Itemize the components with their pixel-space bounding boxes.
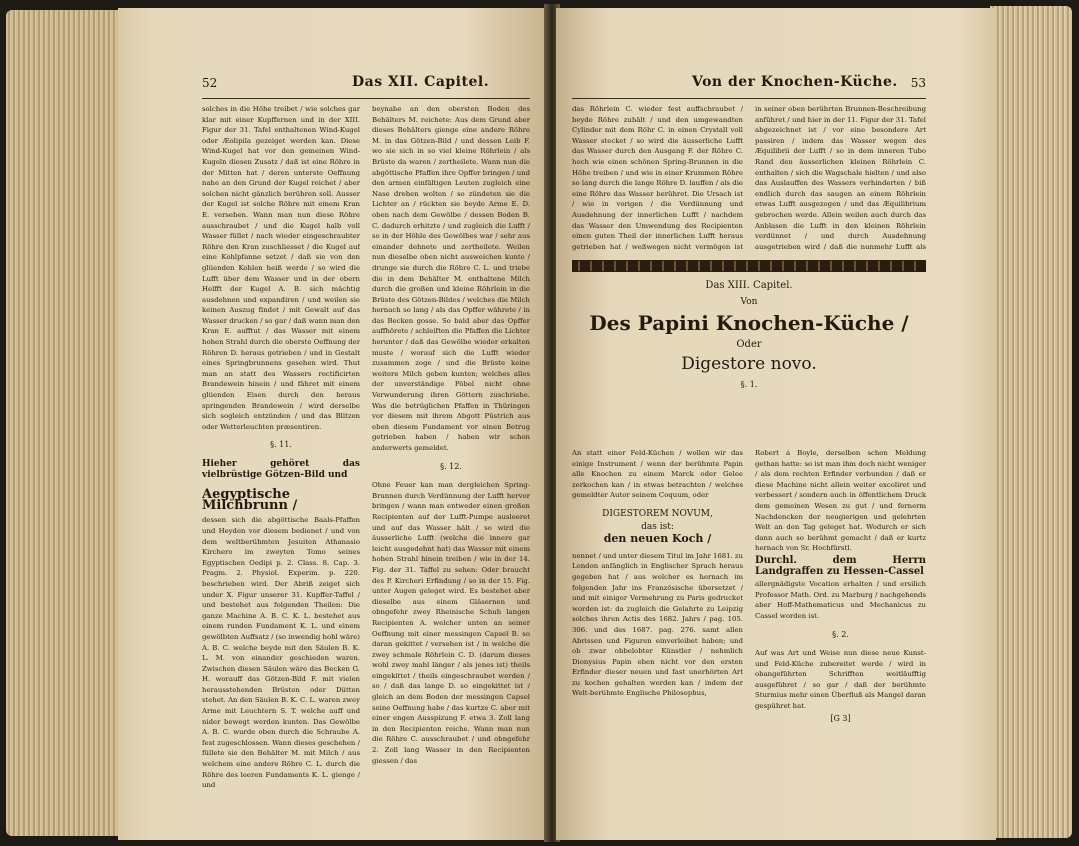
- text-block: Ohne Feuer kan man dergleichen Spring-Brunnen durch Verdünnung der Lufft hervor bringen / wann man entweder einen großen Recipienten auf der Lufft-Pumpe ausleeret und auf das Wasser hält / so wird die äusserliche Lufft (welche die innere gar leicht ausgedehnt hat) das Wasser mit einem hohen Strahl hinein treiben / wie in der 14. Fig. der 31. Taffel zu sehen: Oder braucht des P. Kircheri Erfindung / so in der 15. Fig. unter Augen geleget wird. Es bestehet aber dieselbe aus einem Gläsernen und obngefehr zwey Rheinische Schuh langen Recipienten A. welcher unten an seiner Oeffnung mit einer messingen Capsel B. so daran gekittet / versehen ist / in welche die zwey schmale Röhrlein C. D. (darum dieses wohl zwey mahl länger / als jenes ist) theils eingekittet / theils eingeschraubet werden / so / daß das lange D. so eingekittet ist / gleich an dem Boden der messingen Capsel seine Oeffnung habe / das kurtze C. aber mit einer engen Ausspizung F. etwa 3. Zoll lang in den Recipienten reiche. Wann man nun die Röhre C. ausschraubet / und obngefehr 2. Zoll lang Wasser in den Recipienten giessen / das: [372, 481, 530, 765]
- right-page: [556, 8, 996, 840]
- right-running-head: [572, 74, 926, 99]
- chapter-heading-block: [572, 274, 926, 389]
- left-column-2: [372, 104, 530, 820]
- latin-gloss: das ist:: [641, 521, 674, 532]
- text-block: Auf was Art und Weise nun diese neue Kunst- und Feld-Küche zubereitet werde / wird in obangeführten Schrifften weitläufftig ausgeführet / so gar / daß der berühmte Sturmius mehr einen Überfluß als Mangel daran gespühret hat.: [755, 649, 926, 711]
- heading: Aegyptische Milchbrunn /: [202, 487, 298, 513]
- chapter-latin-title: Digestore novo.: [681, 354, 817, 374]
- chapter-oder: Oder: [736, 339, 762, 350]
- section-mark: §. 2.: [832, 629, 849, 639]
- section-mark: §. 12.: [440, 461, 462, 471]
- text-block: nennet / und unter diesem Titul im Jahr 1681. zu London anfänglich in Englischer Sprach heraus gegeben hat / aus welcher es hernach im folgenden Jahr ins Französische übersetzet / und mit einiger Vermehrung zu Paris gedrucket worden ist: da zugleich die Gelahrte zu Leipzig solches ihren Actis des 1682. Jahrs / pag. 105. 306. und des 1687. pag. 276. samt allen Abrissen und Figuren einverleibet haben; und ob zwar obbelobter Künstler / nehmlich Dionysius Papin eben nicht vor den ersten Erfinder dieser neuen und fast unerhörten Art zu kochen gehalten werden kan / indem der Welt-berühmte Englische Philosophus,: [572, 551, 743, 698]
- page-number-right: 53: [910, 76, 926, 90]
- left-page: [118, 8, 548, 840]
- left-column-1: [202, 104, 360, 820]
- right-lower-columns: [572, 448, 926, 820]
- text-block: Robert á Boyle, derselben schon Meldung gethan hatte: so ist man ihm doch nicht weniger / als dem rechten Erfinder verbunden / daß er diese Machine nicht allein weiter excoliret und verbessert / sondern auch in öffentlichem Druck dem gemeinen Wesen zu gut / und fernerm Nachdencken der neugierigen und gelehrten Welt an den Tag geleget hat. Wodurch er sich dann auch so berühmt gemacht / daß er kurtz hernach von Sr. Hochfürstl.: [755, 449, 926, 553]
- text-block: An statt einer Feld-Küchen / wollen wir das einige Instrument / wenn der berühmte Papin alle Knochen zu einem Marck oder Gelee zerkochen kan / in etwas betrachten / welches gemeldter Autor seinem Coquum, oder: [572, 449, 743, 500]
- chapter-number: Das XIII. Capitel.: [705, 280, 793, 291]
- left-columns: [202, 104, 530, 820]
- subheading: Hieher gehöret das vielbrüstige Götzen-Bild und: [202, 459, 360, 480]
- right-upper-column-2: [755, 104, 926, 254]
- text-block: solches in die Höhe treibet / wie solches gar klar mit einer Kupffernen und in der XIII. Figur der 31. Tafel enthaltenen Wind-Kugel oder Æolipila gezeiget werden kan. Diese Wind-Kugel hat vor den gemeinen Wind-Kugeln diesen Zusatz / daß ist eine Röhre in der Mitten hat / deren unterste Oeffnung nahe an den Grund der Kugel reichet / aber solchen nicht gänzlich berühren soll. Ausser der Kugel ist solche Röhre mit einem Kran E. versehen. Wann man nun diese Röhre ausschraubet / und die Kugel halb voll Wasser füllet / nach wieder eingeschraubter Röhre den Kran zuschliesset / die Kugel auf eine Kohlpfanne setzet / daß sie von den glüenden Kohlen heiß werde / so wird die Lufft über dem Wasser und in der obern Helfft der Kugel A. B. sich mächtig ausdehnen und expandiren / und weilen sie keinen Auszug findet / mit Gewalt auf das Wasser drucken / so gar / daß wann man den Kran E. aufftut / das Wasser mit einem hohen Strahl durch die oberste Oeffnung der Röhren D. heraus getrieben / und in Gestalt eines Springbrunnens gesehen wird. Thut man an statt des Wassers rectificirten Brandewein hinein / und fähret mit einem glüenden Eisen durch den heraus springenden Brandewein / wird derselbe sich sogleich entzünden / und das Blitzen oder Wetterleuchten præsentiren.: [202, 105, 360, 431]
- right-lower-column-1: [572, 448, 743, 820]
- right-header-title: Von der Knochen-Küche.: [692, 74, 898, 90]
- text-block: das Röhrlein C. wieder fest auffschraubet / beyde Röhre zuhält / und den umgewandten Cylinder mit dem Röhr C. in einen Crystall voll Wasser stecket / so wird die äusserliche Lufft das Wasser durch den Ausgang F. der Röhre C. hoch wie einen schönen Spring-Brunnen in die Höhe treiben / und wie in einer Krummen Röhre so lang durch die lange Röhre D. lauffen / als die eine Röhre das Wasser berühret. Die Ursach ist / wie in vorigen / die Verdünnung und Ausdehnung der innerlichen Lufft / nachdem das Wasser den Umwendung des Recipienten einen guten Theil der innerlichen Lufft heraus getrieben hat / weßwegen nicht vermögen ist: [572, 105, 743, 251]
- text-block: in seiner oben berührten Brunnen-Beschreibung anführet / und hier in der 11. Figur der 31. Tafel abgezeichnet ist / vor eine besondere Art passiren / indem das Wasser wegen des Æquilibrii der Lufft / so in dem inneren Tubo Rand den äusserlichen kleinen Röhrlein C. enthalten / sich die Wagschale hielten / und also das Auslauffen des Wassers verhinderten / biß endlich durch das saugen an einem Röhrlein etwas Lufft ausgezogen / und das Æquilibrium gebrochen werde. Allein weilen auch durch das Anblasen die Lufft in den kleinen Röhrlein verdünnet / und durch Ausdehnung ausgetrieben wird / daß die nunmehr Lufft als: [755, 105, 926, 251]
- left-header-title: Das XII. Capitel.: [352, 74, 490, 90]
- latin-title: DIGESTOREM NOVUM,: [602, 508, 713, 519]
- section-mark: §. 11.: [270, 440, 292, 450]
- right-upper-columns: [572, 104, 926, 254]
- text-block: beynahe an den obersten Boden des Behälters M. reichete: Aus dem Grund aber dieses Behälters gienge eine andere Röhre M. in das Götzen-Bild / und dessen Leib F. wo sie sich in so viel kleine Röhrlein / als Brüste da waren / zertheilete. Wann nun die abgöttische Pfaffen ihre Opffer bringen / und den armen einfältigen Leuten zugleich eine Nase drehen wolten / so zündeten sie die Lichter an / rückten sie beyde Arme E. D. oben nach dem Gewölbe / dessen Boden B. C. dadurch erhitzte / und zugleich die Lufft / so in der Höhle des Gewölbes war / sehr aus einander dehnete und zertheilete. Weilen nun dieselbe oben nicht ausweichen kunte / drunge sie durch die Röhre C. L. und triebe die in dem Behälter M. enthaltene Milch durch die großen und kleine Röhrlein in die Brüste des Götzen-Bildes / welches die Milch hernach so lang / als das Opffer währete / in das Becken gosse. So bald aber das Opffer auffhörete / schleiften die Pfaffen die Lichter herunter / daß das Gewölbe wieder erkalten muste / worauf sich die Lufft wieder zusammen zoge / und die Brüste keine weitere Milch geben kunten; welches alles der unverständige Pöbel nicht ohne Verwunderung ihren Göttern zuschriebe. Was die betrüglichen Pfaffen in Thüringen vor diesem mit ihrem Abgott Püstrich aus eben diesem Fundament vor einen Betrug getrieben haben / haben wir schon anderwerts gemeldet.: [372, 105, 530, 452]
- right-lower-column-2: [755, 448, 926, 820]
- chapter-title: Des Papini Knochen-Küche /: [589, 311, 909, 335]
- page-number-left: 52: [202, 76, 218, 90]
- left-running-head: [202, 74, 530, 99]
- text-block: dessen sich die abgöttische Baals-Pfaffen und Heyden vor diesem bedienet / und von dem weltberühmten Jesuiten Athanasio Kirchero im zweyten Tomo seines Egyptischen Oedipi p. 2. Class. 8. Cap. 3. Pragm. 2. Physiol. Experim. p. 220. beschrieben wird. Der Abriß zeiget sich under X. Figur unserer 31. Kupffer-Taffel / und bestehet aus folgenden Theilen: Die ganze Machine A. B. C. K. L. bestehet aus einem runden Fundament K. L. und einem gewölbten Auffsatz / (so inwendig hohl wäre) A. B. C. welche beyde mit den Säulen B. K. L. M. von einander geschieden waren. Zwischen diesen Säulen wäre das Becken G. H. worauff das Götzen-Bild F. mit vielen herausstehenden Brüsten oder Dütten stehet. An den Säulen B. K. C. L. waren zwey Arme mit Leuchtern S. T. welche auff und nider bewegt werden kunten. Das Gewölbe A. B. C. wurde oben durch die Schraube A. fest zugeschlossen. Wann dieses geschehen / füllete sie den Behälter M. mit Milch / aus welchem eine andere Röhre C. L. durch die Röhre des leeren Fundaments K. L. gienge / und: [202, 516, 360, 790]
- book-edge-left: [6, 10, 126, 836]
- ornamental-rule: [572, 260, 926, 272]
- right-upper-column-1: [572, 104, 743, 254]
- book-edge-right: [990, 6, 1072, 838]
- dedication-heading: Durchl. dem Herrn Landgraffen zu Hessen-Cassel: [755, 554, 926, 577]
- chapter-von: Von: [740, 297, 758, 307]
- text-block: allergnädigste Vocation erhalten / und ersilich Professor Math. Ord. zu Marburg / nachgehends aber Hoff-Mathematicus und Mechanicus zu Cassel worden ist.: [755, 580, 926, 620]
- section-mark: §. 1.: [740, 380, 758, 389]
- signature-mark: [G 3]: [830, 713, 851, 723]
- german-title: den neuen Koch /: [603, 532, 712, 546]
